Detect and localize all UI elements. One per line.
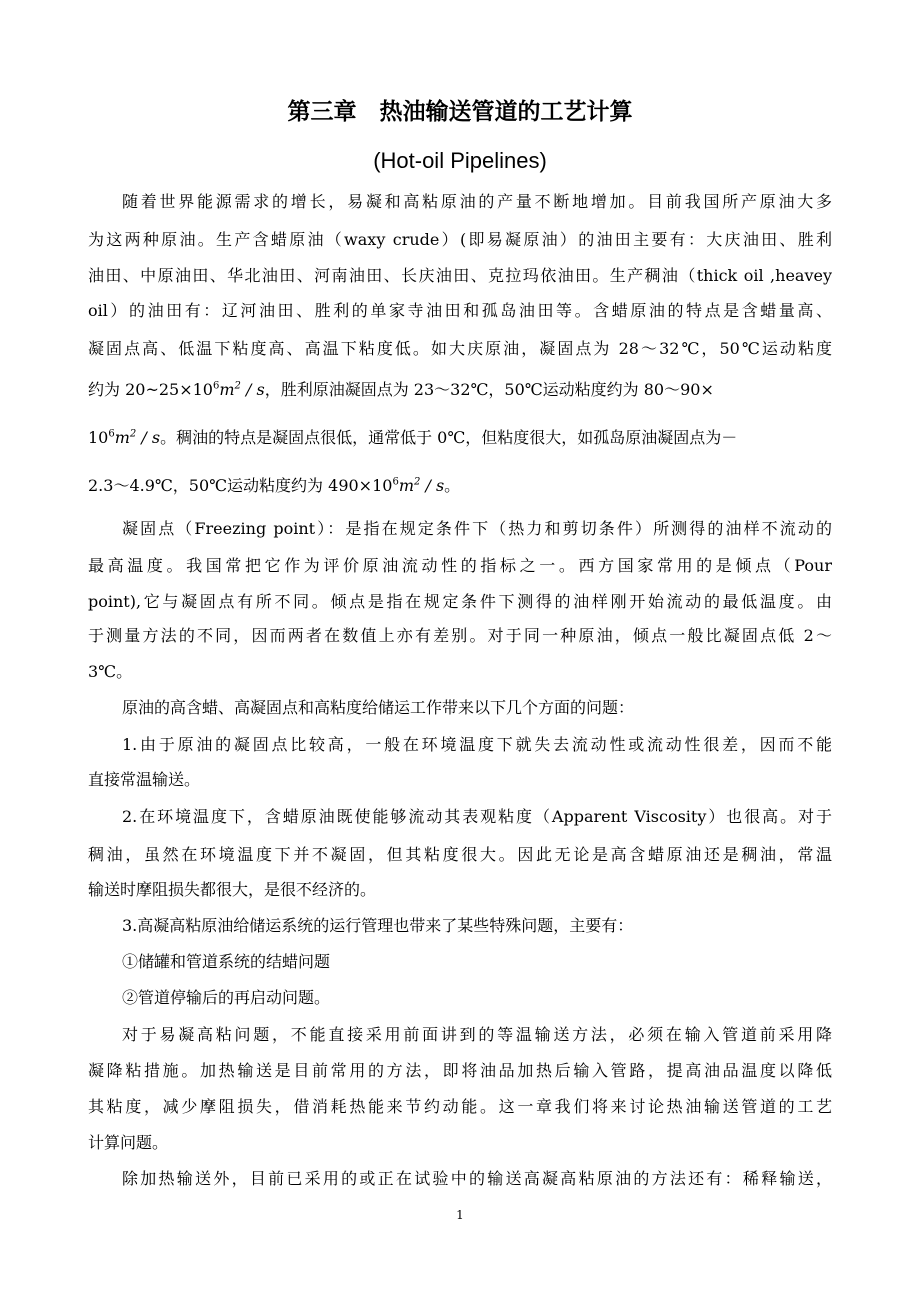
unit-denominator: / s — [136, 428, 161, 447]
text-segment: 10 — [88, 428, 109, 447]
text-line: 对于易凝高粘问题，不能直接采用前面讲到的等温输送方法，必须在输入管道前采用降 — [122, 1025, 832, 1044]
text-line: 输送时摩阻损失都很大，是很不经济的。 — [88, 880, 377, 899]
exponent: 6 — [392, 476, 399, 488]
chapter-subtitle: (Hot-oil Pipelines) — [373, 148, 547, 173]
unit-symbol: m — [398, 476, 414, 495]
text-line: 为这两种原油。生产含蜡原油（waxy crude）(即易凝原油）的油田主要有：大庆油田、胜利 — [88, 230, 832, 249]
text-line: 油田、中原油田、华北油田、河南油田、长庆油田、克拉玛依油田。生产稠油（thick oil ,heavey — [88, 266, 832, 285]
unit-symbol: m — [114, 428, 130, 447]
text-line: 凝固点高、低温下粘度高、高温下粘度低。如大庆原油，凝固点为 28～32℃，50℃运动粘度 — [88, 339, 832, 358]
unit-exponent: 2 — [129, 428, 137, 440]
text-line: 最高温度。我国常把它作为评价原油流动性的指标之一。西方国家常用的是倾点（Pour — [88, 556, 832, 575]
unit — [399, 476, 444, 495]
text-segment: 。 — [444, 476, 461, 495]
text-line: 3℃。 — [88, 662, 133, 681]
text-line-with-unit — [88, 378, 832, 402]
text-segment: 2.3～4.9℃，50℃运动粘度约为 490×10 — [88, 476, 393, 495]
chapter-title: 第三章 热油输送管道的工艺计算 — [287, 98, 633, 125]
text-line: 稠油，虽然在环境温度下并不凝固，但其粘度很大。因此无论是高含蜡原油还是稠油，常温 — [88, 845, 832, 864]
text-line: point),它与凝固点有所不同。倾点是指在规定条件下测得的油样刚开始流动的最低温度。由 — [88, 592, 832, 611]
text-segment: 约为 20~25×10 — [88, 380, 213, 399]
text-line-with-unit — [88, 474, 832, 498]
exponent: 6 — [212, 380, 220, 392]
unit-exponent: 2 — [414, 476, 421, 488]
text-line-with-unit — [88, 426, 832, 450]
text-line: ①储罐和管道系统的结蜡问题 — [122, 952, 331, 971]
text-line: 凝固点（Freezing point）：是指在规定条件下（热力和剪切条件）所测得的油样不流动的 — [122, 519, 832, 538]
page-number: 1 — [456, 1208, 464, 1222]
text-line: 1.由于原油的凝固点比较高，一般在环境温度下就失去流动性或流动性很差，因而不能 — [122, 735, 832, 754]
text-line: 原油的高含蜡、高凝固点和高粘度给储运工作带来以下几个方面的问题： — [122, 698, 635, 717]
text-line: 凝降粘措施。加热输送是目前常用的方法，即将油品加热后输入管路，提高油品温度以降低 — [88, 1061, 832, 1080]
unit — [115, 428, 160, 447]
text-line: 3.高凝高粘原油给储运系统的运行管理也带来了某些特殊问题，主要有： — [122, 916, 634, 935]
text-segment: ，胜利原油凝固点为 23～32℃，50℃运动粘度约为 80～90× — [264, 380, 714, 399]
text-line: 其粘度，减少摩阻损失，借消耗热能来节约动能。这一章我们将来讨论热油输送管道的工艺 — [88, 1097, 832, 1116]
text-line: 2.在环境温度下，含蜡原油既使能够流动其表观粘度（Apparent Viscosity）也很高。对于 — [122, 807, 832, 826]
text-line: ②管道停输后的再启动问题。 — [122, 988, 331, 1007]
text-line: 除加热输送外，目前已采用的或正在试验中的输送高凝高粘原油的方法还有：稀释输送， — [122, 1169, 832, 1188]
unit-denominator: / s — [240, 380, 265, 399]
unit-exponent: 2 — [234, 380, 241, 392]
text-line: oil）的油田有：辽河油田、胜利的单家寺油田和孤岛油田等。含蜡原油的特点是含蜡量高、 — [88, 301, 832, 320]
unit — [219, 380, 264, 399]
text-line: 直接常温输送。 — [88, 770, 201, 789]
text-line: 随着世界能源需求的增长，易凝和高粘原油的产量不断地增加。目前我国所产原油大多 — [122, 192, 832, 211]
exponent: 6 — [108, 428, 115, 440]
unit-denominator: / s — [420, 476, 445, 495]
text-line: 于测量方法的不同，因而两者在数值上亦有差别。对于同一种原油，倾点一般比凝固点低 2～ — [88, 626, 832, 645]
text-line: 计算问题。 — [88, 1133, 169, 1152]
text-segment: 。稠油的特点是凝固点很低，通常低于 0℃，但粘度很大，如孤岛原油凝固点为－ — [160, 428, 738, 447]
unit-symbol: m — [219, 380, 235, 399]
